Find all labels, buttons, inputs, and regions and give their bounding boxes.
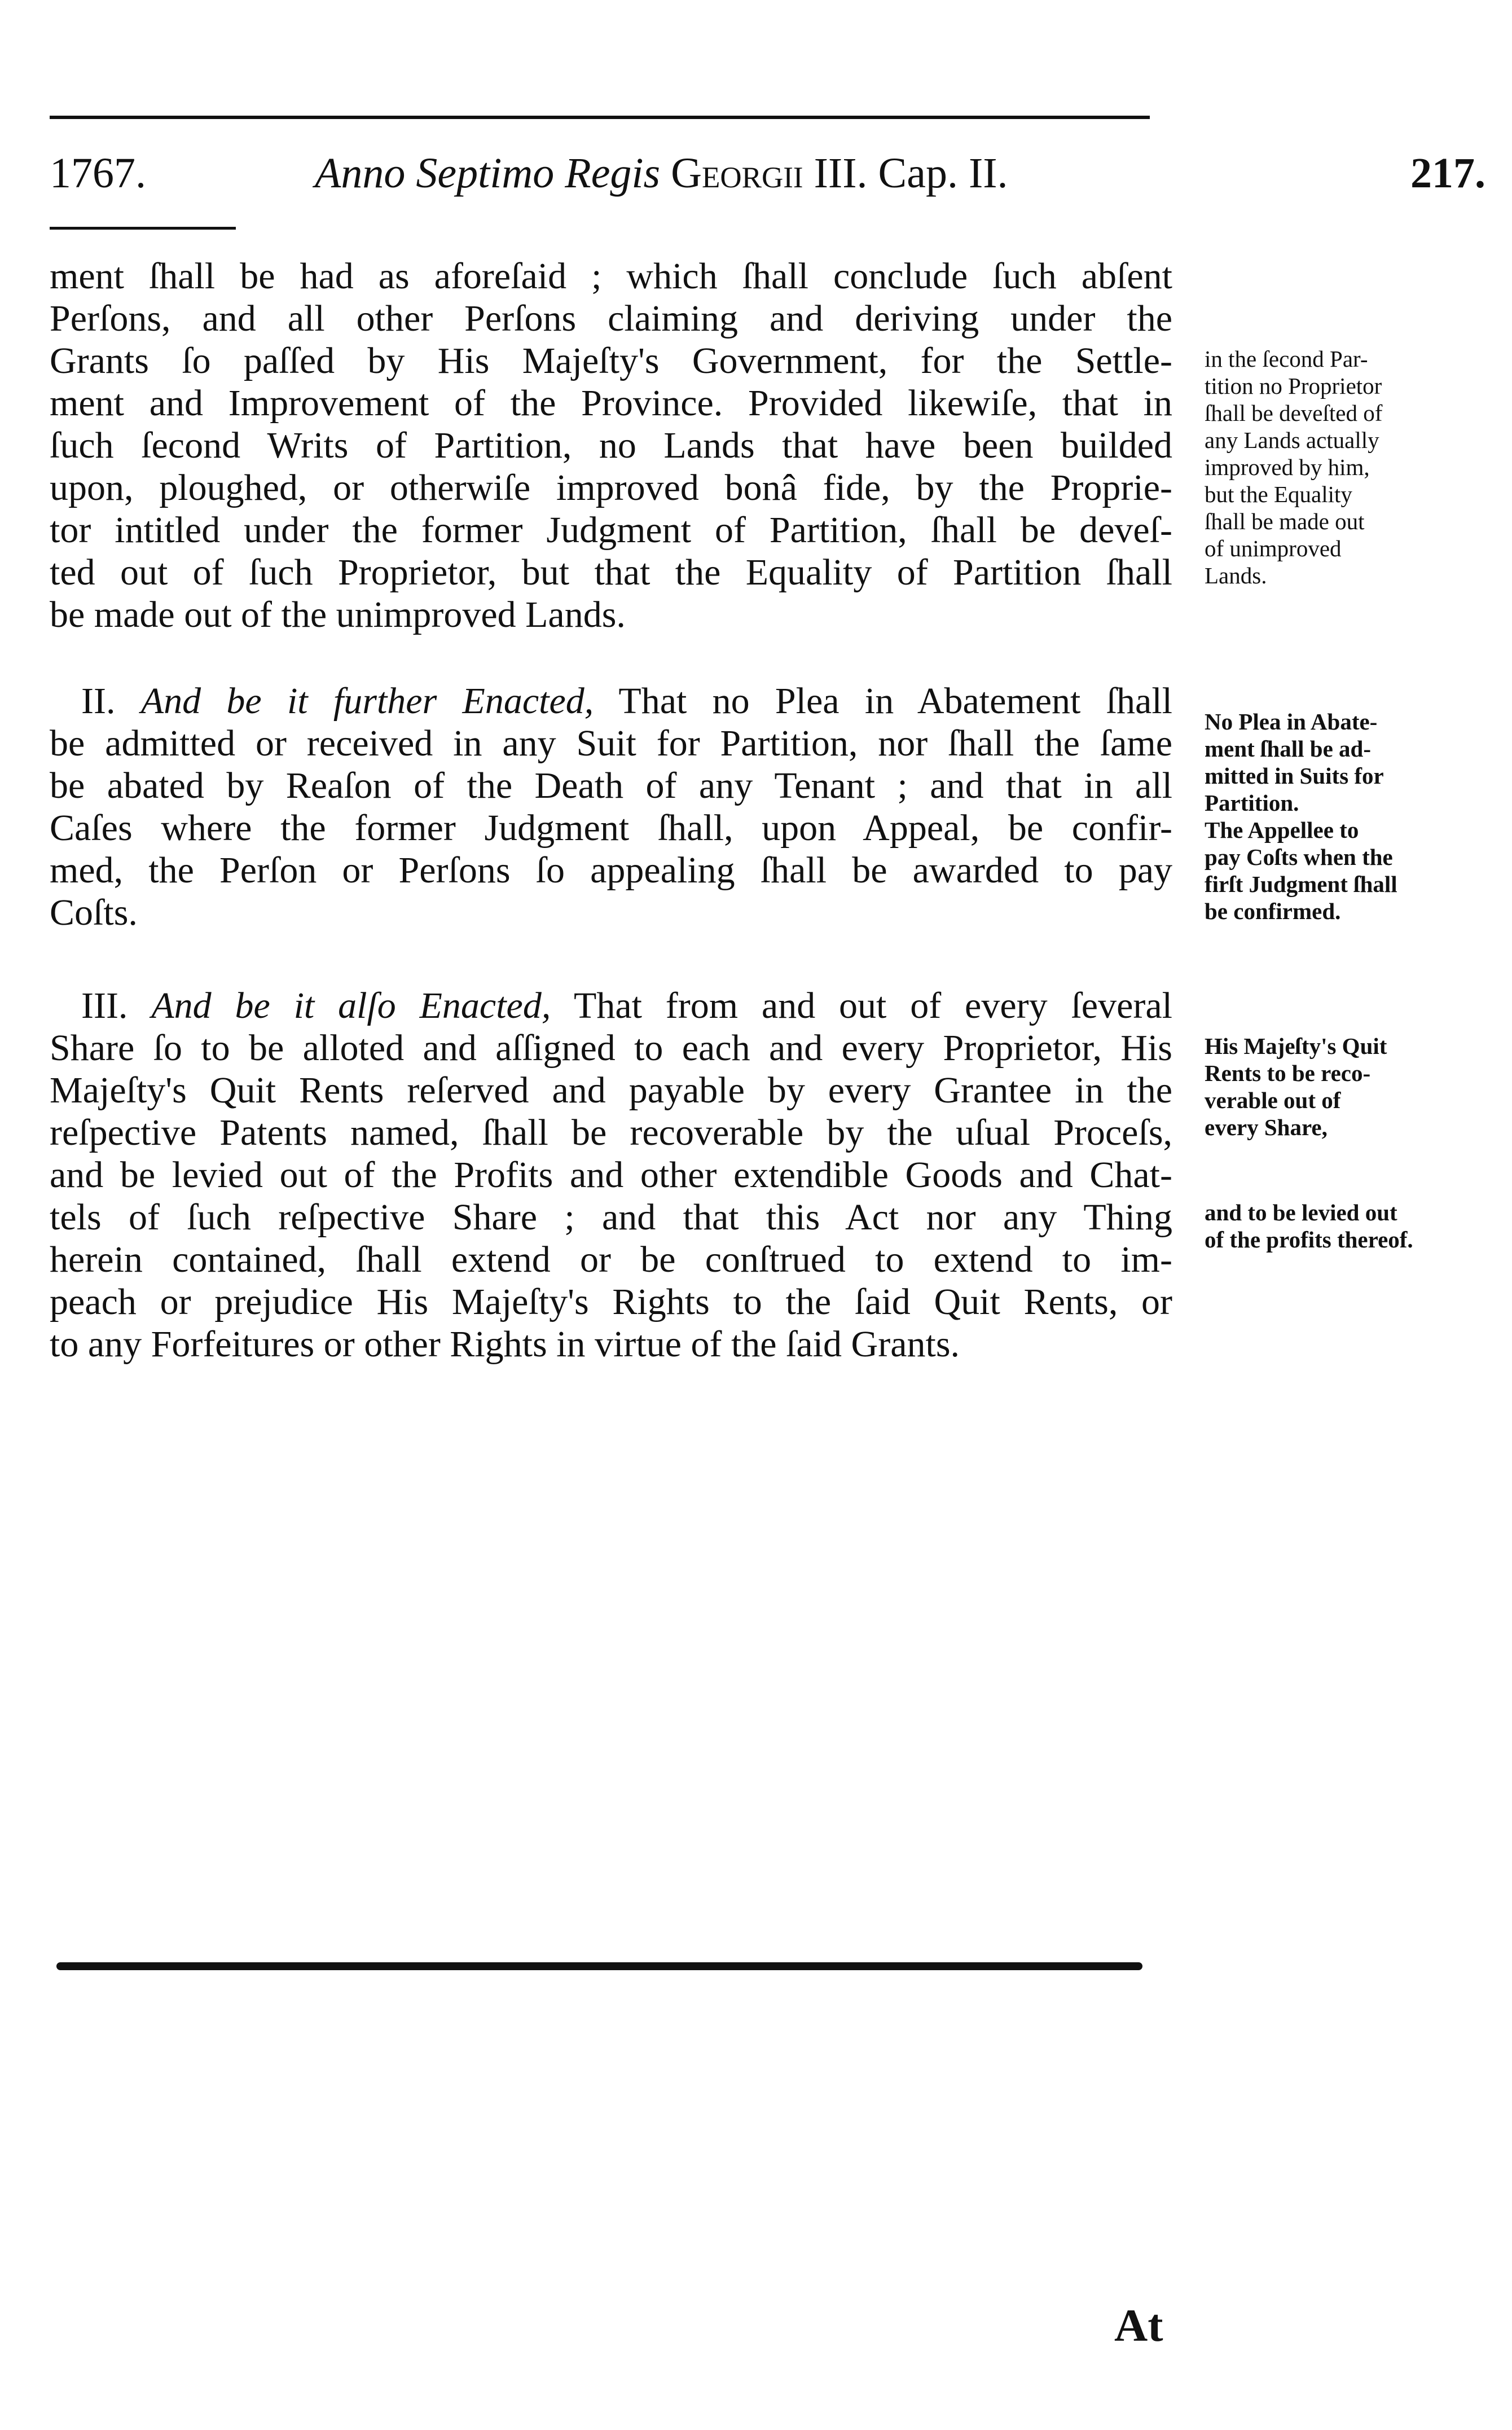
enacting-clause: And be it further Enacted, — [140, 680, 594, 722]
margin-note-line: any Lands actually — [1205, 427, 1379, 453]
paragraph-line: tels of ſuch reſpective Share ; and that this Act nor any Thing — [50, 1197, 1172, 1238]
margin-note-line: ſhall be deveſted of — [1205, 400, 1383, 426]
margin-note-line: tition no Proprietor — [1205, 373, 1382, 399]
paragraph-line: Grants ſo paſſed by His Majeſty's Government, for the Settle- — [50, 340, 1172, 381]
margin-note-line: His Majeſty's Quit — [1205, 1033, 1387, 1059]
paragraph-line: Perſons, and all other Perſons claiming and deriving under the — [50, 298, 1172, 339]
margin-note-line: Lands. — [1205, 563, 1267, 588]
paragraph-line: tor intitled under the former Judgment of Partition, ſhall be deveſ- — [50, 509, 1172, 551]
margin-note-line: No Plea in Abate- — [1205, 709, 1378, 735]
margin-note-line: and to be levied out — [1205, 1199, 1397, 1225]
paragraph-first-line — [50, 680, 1172, 722]
paragraph-line: That no Plea in Abatement ſhall — [618, 680, 1172, 722]
paragraph-line: to any Forfeitures or other Rights in virtue of the ſaid Grants. — [50, 1324, 960, 1365]
section-number: III. — [81, 985, 128, 1026]
margin-note-line: ment ſhall be ad- — [1205, 736, 1371, 762]
paragraph-line: med, the Perſon or Perſons ſo appealing ſhall be awarded to pay — [50, 850, 1172, 891]
header-title-smallcaps: Georgii — [671, 150, 803, 197]
margin-note-line: The Appellee to — [1205, 817, 1359, 843]
paragraph-2 — [50, 680, 1172, 934]
margin-note-quit-rents — [1205, 1032, 1453, 1141]
section-number: II. — [81, 680, 116, 722]
paragraph-line: ment ſhall be had as aforeſaid ; which ſhall conclude ſuch abſent — [50, 256, 1172, 297]
paragraph-line: Caſes where the former Judgment ſhall, upon Appeal, be confir- — [50, 807, 1172, 849]
header-year: 1767. — [50, 150, 146, 197]
margin-note-line: pay Coſts when the — [1205, 844, 1393, 870]
paragraph-line: peach or prejudice His Majeſty's Rights to the ſaid Quit Rents, or — [50, 1281, 1172, 1322]
paragraph-line: be made out of the unimproved Lands. — [50, 594, 626, 635]
paragraph-line: ted out of ſuch Proprietor, but that the Equality of Partition ſhall — [50, 552, 1172, 593]
margin-note-line: of the profits thereof. — [1205, 1227, 1413, 1253]
paragraph-line: That from and out of every ſeveral — [574, 985, 1172, 1026]
bottom-rule — [56, 1962, 1142, 1970]
margin-note-line: ſhall be made out — [1205, 508, 1365, 534]
paragraph-line: reſpective Patents named, ſhall be recoverable by the uſual Proceſs, — [50, 1112, 1172, 1153]
margin-note-line: Partition. — [1205, 790, 1299, 816]
paragraph-line: be admitted or received in any Suit for Partition, nor ſhall the ſame — [50, 723, 1172, 764]
margin-note-line: be confirmed. — [1205, 898, 1341, 924]
header-underline — [50, 227, 236, 230]
margin-note-line: mitted in Suits for — [1205, 763, 1384, 789]
margin-note-line: in the ſecond Par- — [1205, 346, 1368, 372]
margin-note-line: of unimproved — [1205, 535, 1342, 561]
paragraph-first-line — [50, 985, 1172, 1027]
paragraph-3 — [50, 985, 1172, 1365]
catchword: At — [1114, 2300, 1163, 2351]
enacting-clause: And be it alſo Enacted, — [151, 985, 551, 1026]
margin-note-line: but the Equality — [1205, 481, 1352, 507]
paragraph-line: ment and Improvement of the Province. Provided likewiſe, that in — [50, 383, 1172, 424]
paragraph-line: Share ſo to be alloted and aſſigned to each and every Proprietor, His — [50, 1027, 1172, 1069]
header-title — [315, 142, 1008, 204]
page-number: 217. — [1410, 150, 1485, 197]
margin-note-line: firſt Judgment ſhall — [1205, 871, 1397, 897]
paragraph-1 — [50, 255, 1172, 636]
header-title-rest: III. Cap. II. — [814, 150, 1008, 197]
margin-note-line: verable out of — [1205, 1087, 1341, 1113]
margin-note-line: Rents to be reco- — [1205, 1060, 1371, 1086]
paragraph-line: Coſts. — [50, 892, 138, 933]
paragraph-line: and be levied out of the Profits and other extendible Goods and Chat- — [50, 1154, 1172, 1196]
margin-note-abatement — [1205, 708, 1453, 925]
top-rule — [50, 116, 1150, 119]
paragraph-line: Majeſty's Quit Rents reſerved and payable by every Grantee in the — [50, 1070, 1172, 1111]
paragraph-line: be abated by Reaſon of the Death of any Tenant ; and that in all — [50, 765, 1172, 806]
running-header — [50, 142, 1485, 204]
margin-note-line: every Share, — [1205, 1114, 1328, 1140]
paragraph-line: ſuch ſecond Writs of Partition, no Lands that have been builded — [50, 425, 1172, 466]
margin-note-line: improved by him, — [1205, 454, 1370, 480]
header-title-italic: Anno Septimo Regis — [315, 150, 661, 197]
paragraph-line: herein contained, ſhall extend or be conſtrued to extend to im- — [50, 1239, 1172, 1280]
margin-note-levied — [1205, 1199, 1453, 1253]
paragraph-line: upon, ploughed, or otherwiſe improved bonâ fide, by the Proprie- — [50, 467, 1172, 508]
margin-note-partition — [1205, 345, 1453, 589]
